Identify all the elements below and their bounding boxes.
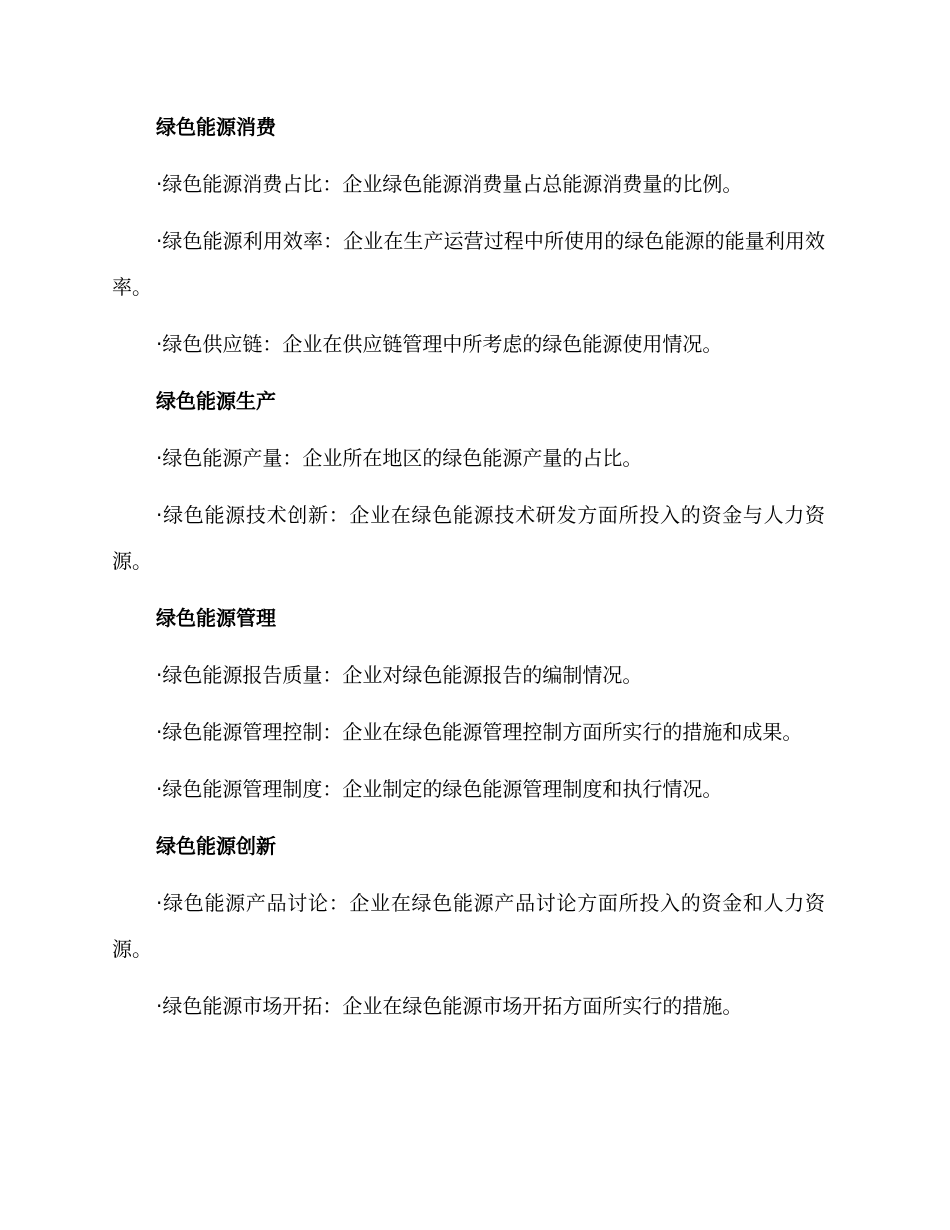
list-item: ·绿色能源报告质量：企业对绿色能源报告的编制情况。 bbox=[156, 663, 643, 687]
section-heading-consumption: 绿色能源消费 bbox=[156, 115, 276, 139]
list-item: ·绿色能源技术创新：企业在绿色能源技术研发方面所投入的资金与人力资源。 bbox=[112, 503, 825, 573]
document-body bbox=[112, 104, 825, 1040]
list-item: ·绿色供应链：企业在供应链管理中所考虑的绿色能源使用情况。 bbox=[156, 332, 723, 356]
section-heading-production: 绿色能源生产 bbox=[156, 389, 276, 413]
section-heading-innovation: 绿色能源创新 bbox=[156, 834, 276, 858]
list-item: ·绿色能源消费占比：企业绿色能源消费量占总能源消费量的比例。 bbox=[156, 172, 743, 196]
list-item: ·绿色能源产品讨论：企业在绿色能源产品讨论方面所投入的资金和人力资源。 bbox=[112, 891, 825, 961]
list-item: ·绿色能源市场开拓：企业在绿色能源市场开拓方面所实行的措施。 bbox=[156, 994, 743, 1018]
list-item: ·绿色能源管理制度：企业制定的绿色能源管理制度和执行情况。 bbox=[156, 777, 723, 801]
list-item: ·绿色能源管理控制：企业在绿色能源管理控制方面所实行的措施和成果。 bbox=[156, 720, 803, 744]
list-item: ·绿色能源利用效率：企业在生产运营过程中所使用的绿色能源的能量利用效率。 bbox=[112, 229, 825, 299]
list-item: ·绿色能源产量：企业所在地区的绿色能源产量的占比。 bbox=[156, 446, 643, 470]
section-heading-management: 绿色能源管理 bbox=[156, 606, 276, 630]
